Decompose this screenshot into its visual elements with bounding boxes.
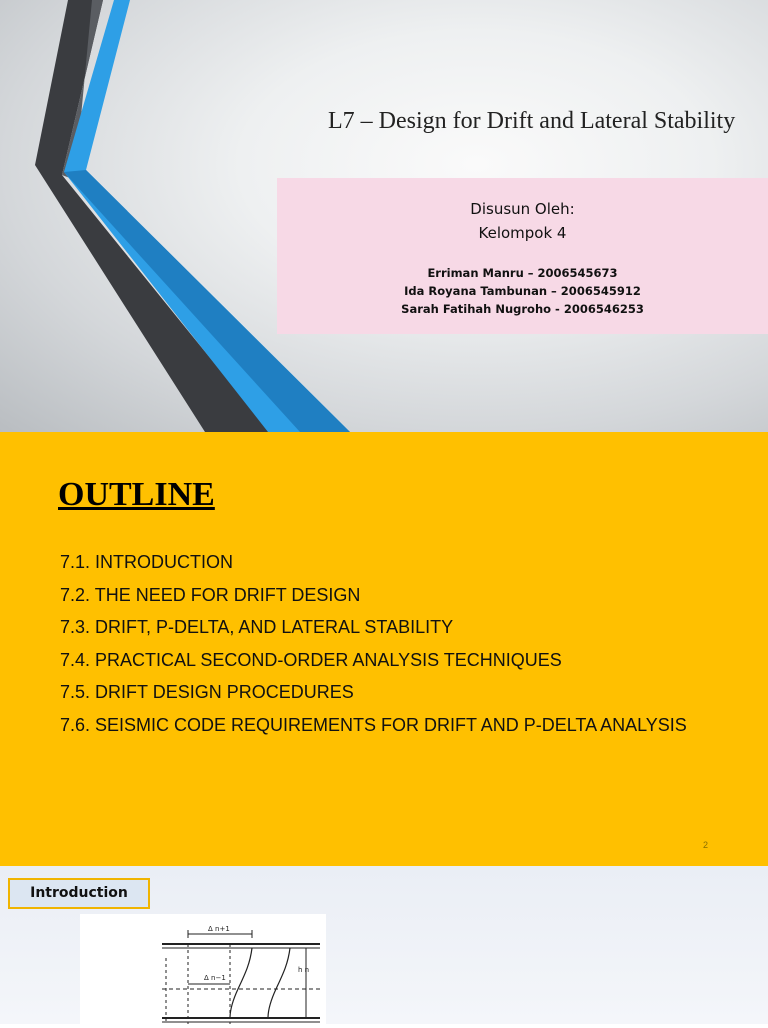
drift-mid-label: Δ n−1 bbox=[204, 974, 226, 982]
outline-item: 7.5. DRIFT DESIGN PROCEDURES bbox=[60, 682, 354, 702]
prepared-by-label: Disusun Oleh: bbox=[470, 200, 575, 218]
title-slide bbox=[0, 0, 768, 432]
introduction-button[interactable]: Introduction bbox=[8, 878, 150, 909]
story-height-label: h n bbox=[298, 966, 310, 974]
member-name: Ida Royana Tambunan – 2006545912 bbox=[404, 284, 641, 298]
slide-title: L7 – Design for Drift and Lateral Stability bbox=[328, 108, 736, 134]
member-name: Sarah Fatihah Nugroho - 2006546253 bbox=[401, 302, 644, 316]
outline-heading: OUTLINE bbox=[58, 476, 215, 513]
drift-diagram bbox=[80, 914, 326, 1024]
introduction-slide bbox=[0, 866, 768, 1024]
story-drift-figure bbox=[80, 914, 326, 1024]
member-name: Erriman Manru – 2006545673 bbox=[427, 266, 618, 280]
outline-slide bbox=[0, 432, 768, 866]
outline-list bbox=[60, 550, 687, 745]
authors-box bbox=[277, 178, 768, 334]
drift-top-label: Δ n+1 bbox=[208, 925, 230, 933]
page-number: 2 bbox=[703, 840, 709, 850]
outline-item: 7.4. PRACTICAL SECOND-ORDER ANALYSIS TECHNIQUES bbox=[60, 649, 562, 670]
outline-item: 7.6. SEISMIC CODE REQUIREMENTS FOR DRIFT AND P-DELTA ANALYSIS bbox=[60, 714, 687, 735]
outline-item: 7.2. THE NEED FOR DRIFT DESIGN bbox=[60, 584, 361, 605]
group-label: Kelompok 4 bbox=[478, 224, 567, 242]
outline-item: 7.1. INTRODUCTION bbox=[60, 552, 234, 572]
outline-item: 7.3. DRIFT, P-DELTA, AND LATERAL STABILITY bbox=[60, 617, 454, 637]
